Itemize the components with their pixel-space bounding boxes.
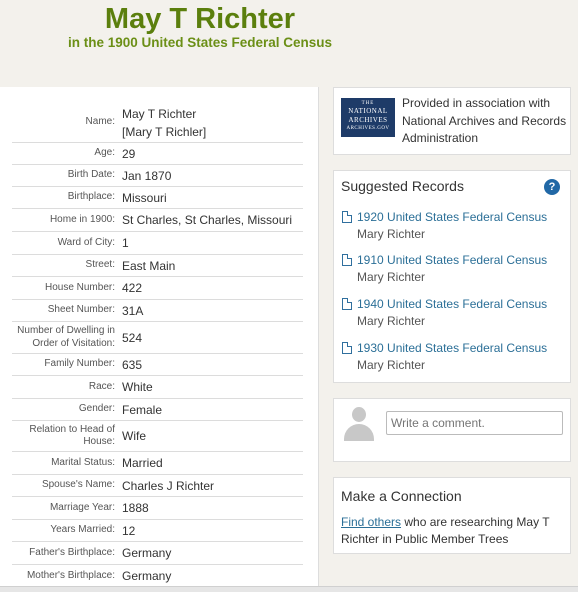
record-label: Home in 1900: bbox=[49, 213, 115, 225]
record-value: Wife bbox=[122, 429, 146, 443]
suggested-record-link[interactable]: 1920 United States Federal Census bbox=[357, 210, 548, 224]
record-value: Germany bbox=[122, 569, 172, 583]
record-row-race bbox=[12, 376, 303, 399]
suggested-record-name: Mary Richter bbox=[357, 270, 426, 284]
record-row-house-number bbox=[12, 277, 303, 300]
suggested-record-item bbox=[342, 253, 567, 287]
record-label: Relation to Head of House: bbox=[29, 423, 115, 447]
record-row-father-birthplace bbox=[12, 542, 303, 565]
record-label: Years Married: bbox=[50, 524, 115, 536]
record-name-alternate: [Mary T Richler] bbox=[122, 124, 207, 139]
record-row-spouse bbox=[12, 475, 303, 497]
record-row-home bbox=[12, 209, 303, 232]
logo-line: ARCHIVES.GOV bbox=[346, 126, 390, 131]
make-connection-text bbox=[341, 514, 565, 548]
record-row-years-married bbox=[12, 520, 303, 542]
record-label: Age: bbox=[94, 147, 115, 159]
document-icon bbox=[342, 211, 352, 223]
record-label: Race: bbox=[88, 380, 115, 392]
comment-input[interactable] bbox=[386, 411, 563, 435]
document-icon bbox=[342, 298, 352, 310]
record-label: Name: bbox=[85, 116, 115, 128]
record-value: Jan 1870 bbox=[122, 168, 172, 183]
record-label: Ward of City: bbox=[57, 236, 115, 248]
record-label: Mother's Birthplace: bbox=[26, 569, 115, 581]
record-value: St Charles, St Charles, Missouri bbox=[122, 213, 293, 227]
record-row-relation bbox=[12, 421, 303, 452]
suggested-record-name: Mary Richter bbox=[357, 314, 426, 328]
make-connection-description: who are researching May T Richter in Public Member Trees bbox=[341, 515, 550, 546]
make-connection-title: Make a Connection bbox=[341, 488, 462, 504]
record-value: 1 bbox=[122, 236, 129, 250]
record-label: Marital Status: bbox=[51, 456, 115, 468]
document-icon bbox=[342, 254, 352, 266]
logo-line: NATIONAL bbox=[348, 107, 388, 115]
record-row-street bbox=[12, 255, 303, 277]
record-value: 12 bbox=[122, 523, 136, 538]
record-label: Gender: bbox=[78, 403, 115, 415]
record-label: Family Number: bbox=[44, 358, 115, 370]
document-icon bbox=[342, 342, 352, 354]
record-value: 422 bbox=[122, 281, 143, 295]
record-value: Missouri bbox=[122, 190, 167, 205]
suggested-record-item bbox=[342, 210, 567, 244]
record-row-birth-date bbox=[12, 165, 303, 187]
page-header bbox=[0, 0, 578, 86]
suggested-records-card bbox=[333, 170, 571, 383]
record-row-ward bbox=[12, 232, 303, 255]
record-row-sheet-number bbox=[12, 300, 303, 322]
record-value: 524 bbox=[122, 330, 143, 345]
find-others-link[interactable]: Find others bbox=[341, 515, 402, 529]
record-label: Father's Birthplace: bbox=[29, 546, 115, 558]
suggested-record-name: Mary Richter bbox=[357, 227, 426, 241]
suggested-record-item bbox=[342, 341, 567, 375]
record-label: House Number: bbox=[44, 281, 115, 293]
suggested-records-title: Suggested Records bbox=[341, 178, 464, 194]
record-label: Birth Date: bbox=[67, 169, 115, 181]
archives-text: Provided in association with National Archives and Records Administration bbox=[402, 96, 567, 145]
record-value bbox=[122, 105, 303, 141]
record-value: 29 bbox=[122, 146, 136, 161]
record-row-age bbox=[12, 143, 303, 165]
record-label: Sheet Number: bbox=[47, 304, 115, 316]
record-row-mother-birthplace bbox=[12, 565, 303, 587]
record-value: 31A bbox=[122, 303, 144, 318]
record-value: 635 bbox=[122, 357, 143, 372]
suggested-record-name: Mary Richter bbox=[357, 358, 426, 372]
record-value: White bbox=[122, 380, 153, 394]
help-icon[interactable]: ? bbox=[544, 179, 560, 195]
record-value: East Main bbox=[122, 258, 176, 273]
national-archives-logo bbox=[341, 98, 395, 137]
make-connection-card bbox=[333, 477, 571, 554]
avatar-icon bbox=[344, 407, 374, 441]
suggested-record-link[interactable]: 1910 United States Federal Census bbox=[357, 253, 548, 267]
archives-card bbox=[333, 87, 571, 155]
record-label: Spouse's Name: bbox=[41, 479, 115, 491]
record-value: Female bbox=[122, 402, 163, 417]
page-title: May T Richter bbox=[104, 3, 296, 35]
record-label: Birthplace: bbox=[67, 191, 115, 203]
record-row-marriage-year bbox=[12, 497, 303, 520]
record-row-marital-status bbox=[12, 452, 303, 475]
comment-card bbox=[333, 398, 571, 462]
record-row-name bbox=[12, 103, 303, 143]
record-label: Street: bbox=[85, 259, 115, 271]
suggested-record-link[interactable]: 1930 United States Federal Census bbox=[357, 341, 548, 355]
record-label: Marriage Year: bbox=[49, 501, 115, 513]
suggested-record-link[interactable]: 1940 United States Federal Census bbox=[357, 297, 548, 311]
record-name-primary: May T Richter bbox=[122, 106, 197, 121]
record-row-birthplace bbox=[12, 187, 303, 209]
logo-line: THE bbox=[361, 101, 375, 106]
record-row-dwelling-number bbox=[12, 322, 303, 354]
record-value: 1888 bbox=[122, 501, 149, 515]
record-row-gender bbox=[12, 399, 303, 421]
page-subtitle: in the 1900 United States Federal Census bbox=[67, 35, 333, 50]
record-label: Number of Dwelling in Order of Visitation: bbox=[17, 325, 115, 349]
suggested-record-item bbox=[342, 297, 567, 331]
logo-line: ARCHIVES bbox=[348, 116, 388, 124]
record-row-family-number bbox=[12, 354, 303, 376]
record-value: Married bbox=[122, 456, 163, 470]
bottom-scrollbar[interactable] bbox=[0, 586, 578, 592]
record-value: Charles J Richter bbox=[122, 478, 215, 493]
record-details bbox=[0, 87, 319, 592]
record-value: Germany bbox=[122, 546, 172, 560]
